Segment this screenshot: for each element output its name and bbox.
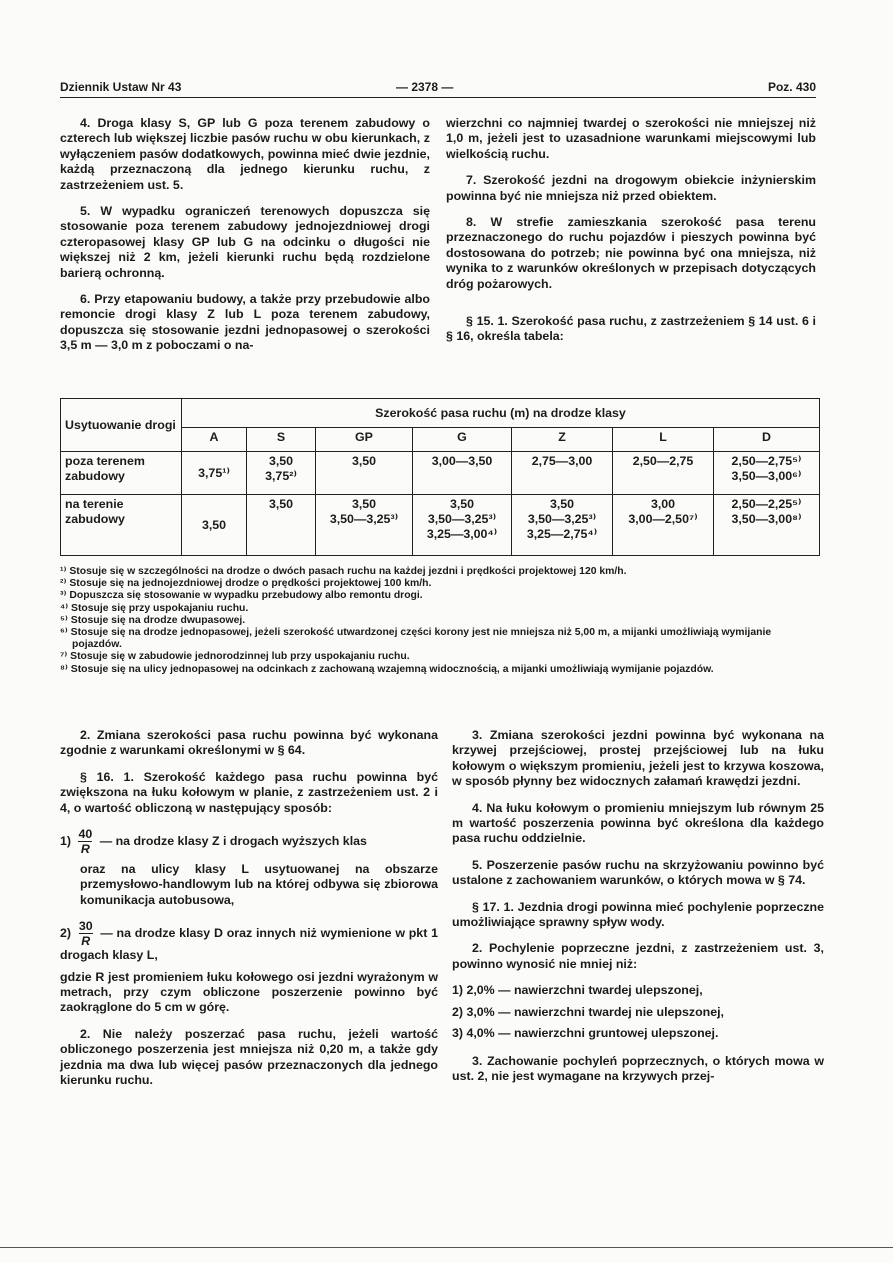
cell-value: 2,50—2,75⁵⁾: [731, 454, 802, 469]
paragraph: 4. Droga klasy S, GP lub G poza terenem zabudowy o czterech lub większej liczbie pasów ruchu w obu kierunkach, z wyłączeniem pasów dodatkowych, powinna mieć dwie jezdnie, każdą przeznaczoną dla jednego kierunku ruchu, z zastrzeżeniem ust. 5.: [60, 116, 430, 192]
footnote: ⁷⁾ Stosuje się w zabudowie jednorodzinnej lub przy uspokajaniu ruchu.: [60, 651, 410, 663]
paragraph: 8. W strefie zamieszkania szerokość pasa terenu przeznaczonego do ruchu pojazdów i pieszych powinna być dostosowana do potrzeb; nie powinna być ona mniejsza, niż wynika to z warunków określonych w przepisach dotyczących dróg pożarowych.: [446, 215, 816, 291]
cell-value: 3,50—3,00⁶⁾: [731, 469, 802, 484]
cell-value: 3,50: [201, 517, 227, 532]
cell-value: 2,50—2,75: [632, 454, 694, 469]
list-item: 3) 4,0% — nawierzchni gruntowej ulepszonej.: [452, 1026, 719, 1041]
scan-edge-rule: [0, 1247, 893, 1248]
top-left-column: [60, 116, 430, 365]
paragraph: 2. Nie należy poszerzać pasa ruchu, jeżeli wartość obliczonego poszerzenia jest mniejsza niż 0,20 m, a także gdy jezdnia ma dwa lub więcej pasów przeznaczonych dla jednego kierunku ruchu.: [60, 1026, 438, 1088]
header-rule: [60, 97, 816, 98]
footnote: ²⁾ Stosuje się na jednojezdniowej drodze o prędkości projektowej 100 km/h.: [60, 578, 432, 590]
cell-value: 3,50—3,25³⁾: [527, 512, 597, 527]
paragraph: wierzchni co najmniej twardej o szerokości nie mniejszej niż 1,0 m, jeżeli jest to uzasadnione warunkami miejscowymi lub wielkością ruchu.: [446, 116, 816, 161]
item-text: — na drodze klasy Z i drogach wyższych klas: [99, 833, 367, 848]
fraction-numerator: 30: [78, 919, 93, 934]
fraction: [79, 919, 93, 948]
footnote: ³⁾ Dopuszcza się stosowanie w wypadku przebudowy albo remontu drogi.: [60, 590, 423, 602]
fraction-denominator: R: [81, 934, 91, 949]
item-text: — na drodze klasy D oraz innych niż wymienione w pkt 1 drogach klasy L,: [60, 926, 438, 963]
table-cell: [182, 495, 247, 556]
paragraph: 3. Zmiana szerokości jezdni powinna być wykonana na krzywej przejściowej, prostej przejściowej lub na łuku kołowym o większym promieniu, jeżeli jest to krzywa koszowa, w sposób płynny bez widocznych załamań krawędzi jezdni.: [452, 728, 824, 789]
row-label: na terenie zabudowy: [61, 495, 182, 556]
cell-value: 3,50—3,00⁸⁾: [731, 512, 802, 527]
paragraph: 6. Przy etapowaniu budowy, a także przy przebudowie albo remoncie drogi klasy Z lub L poza terenem zabudowy, dopuszcza się stosowanie jezdni jednopasowej o szerokości 3,5 m — 3,0 m z poboczami o na-: [60, 292, 430, 353]
table-cell: [613, 495, 714, 556]
position-number: Poz. 430: [767, 80, 816, 94]
cell-value: 3,50: [449, 497, 475, 512]
list-item: 1) 2,0% — nawierzchni twardej ulepszonej,: [452, 983, 703, 998]
footnote: ⁵⁾ Stosuje się na drodze dwupasowej.: [60, 614, 246, 626]
cell-value: 3,00—2,50⁷⁾: [628, 512, 698, 527]
paragraph: § 16. 1. Szerokość każdego pasa ruchu powinna być zwiększona na łuku kołowym w planie, z zastrzeżeniem ust. 2 i 4, o wartość obliczoną w następujący sposób:: [60, 769, 438, 815]
cell-value: 3,50: [549, 497, 575, 512]
cell-value: 3,50: [351, 497, 377, 512]
paragraph: 7. Szerokość jezdni na drogowym obiekcie inżynierskim powinna być nie mniejsza niż przed obiektem.: [446, 173, 816, 203]
class-header: Z: [512, 428, 613, 452]
footnote: ⁸⁾ Stosuje się na ulicy jednopasowej na odcinkach z zachowaną wzajemną widocznością, a mijanki umożliwiają wymijanie pojazdów.: [60, 663, 714, 675]
table-cell: [413, 495, 512, 556]
lane-width-table: [60, 398, 820, 556]
location-header: Usytuowanie drogi: [61, 399, 182, 452]
bottom-right-column: [452, 728, 824, 1095]
footnote: ¹⁾ Stosuje się w szczególności na drodze o dwóch pasach ruchu na każdej jezdni i prędkości projektowej 120 km/h.: [60, 566, 627, 577]
table-cell: [316, 452, 413, 495]
class-header: G: [413, 428, 512, 452]
table-cell: [247, 495, 316, 556]
bottom-left-column: [60, 728, 438, 1100]
cell-value: 3,50—3,25³⁾: [427, 512, 497, 527]
paragraph: oraz na ulicy klasy L usytuowanej na obszarze przemysłowo-handlowym lub na której odbywa się zbiorowa komunikacja autobusowa,: [80, 862, 438, 907]
table-cell: [247, 452, 316, 495]
cell-value: 3,75¹⁾: [198, 465, 230, 480]
list-item: 2) 3,0% — nawierzchni twardej nie ulepszonej,: [452, 1004, 724, 1019]
formula-item-2: [60, 919, 438, 963]
paragraph: 4. Na łuku kołowym o promieniu mniejszym lub równym 25 m wartość poszerzenia powinna być określona dla każdego pasa ruchu oddzielnie.: [452, 800, 824, 846]
cell-value: 2,75—3,00: [531, 454, 593, 469]
table-cell: [714, 495, 820, 556]
cell-value: 3,50: [351, 454, 377, 469]
table-cell: [714, 452, 820, 495]
class-header: D: [714, 428, 820, 452]
table-cell: [316, 495, 413, 556]
cell-value: 3,50: [268, 497, 294, 512]
page-number: — 2378 —: [396, 80, 454, 94]
item-number: 2): [60, 926, 72, 941]
item-number: 1): [60, 833, 72, 848]
paragraph: gdzie R jest promieniem łuku kołowego osi jezdni wyrażonym w metrach, przy czym obliczone poszerzenie powinno być zaokrąglone do 5 cm w górę.: [60, 969, 438, 1015]
footnote: ⁶⁾ Stosuje się na drodze jednopasowej, jeżeli szerokość utwardzonej części korony jest nie mniejsza niż 5,00 m, a mijanki umożliwiają wymijanie pojazdów.: [60, 627, 772, 651]
table-cell: [182, 452, 247, 495]
paragraph: 5. Poszerzenie pasów ruchu na skrzyżowaniu powinno być ustalone z zachowaniem warunków, o których mowa w § 74.: [452, 857, 824, 888]
cell-value: 3,00: [650, 497, 676, 512]
table-cell: [413, 452, 512, 495]
table-footnotes: [60, 566, 822, 676]
footnote: ⁴⁾ Stosuje się przy uspokajaniu ruchu.: [60, 602, 249, 614]
cell-value: 2,50—2,25⁵⁾: [731, 497, 802, 512]
cell-value: 3,50—3,25³⁾: [329, 512, 399, 527]
table-cell: [512, 495, 613, 556]
paragraph: 2. Pochylenie poprzeczne jezdni, z zastrzeżeniem ust. 3, powinno wynosić nie mniej niż:: [452, 941, 824, 971]
table-cell: [613, 452, 714, 495]
cell-value: 3,00—3,50: [431, 454, 493, 469]
class-header: A: [182, 428, 247, 452]
table-header-row: [61, 399, 820, 428]
class-header: S: [247, 428, 316, 452]
cell-value: 3,50: [268, 454, 294, 469]
class-header: GP: [316, 428, 413, 452]
group-header: Szerokość pasa ruchu (m) na drodze klasy: [182, 399, 820, 428]
paragraph: § 15. 1. Szerokość pasa ruchu, z zastrzeżeniem § 14 ust. 6 i § 16, określa tabela:: [446, 314, 816, 344]
class-header: L: [613, 428, 714, 452]
table-cell: [512, 452, 613, 495]
table-row: [61, 495, 820, 556]
cell-value: 3,25—2,75⁴⁾: [526, 527, 598, 542]
fraction-denominator: R: [80, 842, 90, 857]
fraction-numerator: 40: [78, 827, 93, 842]
paragraph: 5. W wypadku ograniczeń terenowych dopuszcza się stosowanie poza terenem zabudowy jednojezdniowej drogi czteropasowej klasy GP lub G na odcinku o długości nie większej niż 2 km, jeżeli kierunki ruchu będą rozdzielone barierą ochronną.: [60, 204, 430, 280]
paragraph: § 17. 1. Jezdnia drogi powinna mieć pochylenie poprzeczne umożliwiające sprawny spływ wody.: [452, 899, 824, 930]
cell-value: 3,25—3,00⁴⁾: [426, 527, 498, 542]
cell-value: 3,75²⁾: [265, 469, 297, 484]
journal-title: Dziennik Ustaw Nr 43: [60, 80, 182, 94]
fraction: [78, 827, 92, 856]
paragraph: 2. Zmiana szerokości pasa ruchu powinna być wykonana zgodnie z warunkami określonymi w § 64.: [60, 728, 438, 758]
page-header: [60, 80, 816, 98]
row-label: poza terenem zabudowy: [61, 452, 182, 495]
top-right-column: [446, 116, 816, 356]
table-row: [61, 452, 820, 495]
formula-item-1: [60, 827, 438, 856]
paragraph: 3. Zachowanie pochyleń poprzecznych, o których mowa w ust. 2, nie jest wymagane na krzywych przej-: [452, 1053, 824, 1083]
